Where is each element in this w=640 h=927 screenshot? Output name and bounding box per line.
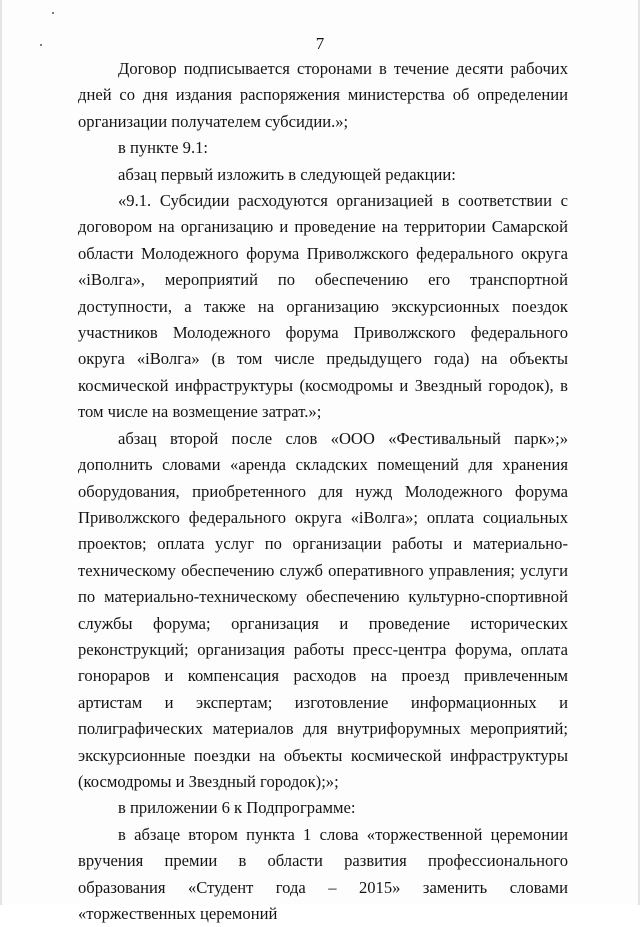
paragraph: «9.1. Субсидии расходуются организацией в соответствии с договором на организацию и проведение на территории Самарской области Молодежного форума Приволжского федерального округа «iВолга», мероприятий по обеспечению его транспортной доступности, а также на организацию экскурсионных поездок участников Молодежного форума Приволжского федерального округа «iВолга» (в том числе предыдущего года) на объекты космической инфраструктуры (космодромы и Звездный городок), в том числе на возмещение затрат.»; [78,191,568,422]
paragraph: Договор подписывается сторонами в течение десяти рабочих дней со дня издания распоряжения министерства об определении организации получателем субсидии.»; [78,59,568,131]
paragraph: абзац первый изложить в следующей редакции: [118,164,456,184]
page-number: 7 [315,34,325,53]
paragraph: в абзаце втором пункта 1 слова «торжественной церемонии вручения премии в области развития профессионального образования «Студент года – 2015» заменить словами «торжественных церемоний [78,824,568,923]
scan-speck [52,12,54,14]
document-body [78,56,568,927]
paragraph: абзац второй после слов «ООО «Фестивальный парк»;» дополнить словами «аренда складских помещений для хранения оборудования, приобретенного для нужд Молодежного форума Приволжского федерального округа «iВолга»; оплата социальных проектов; оплата услуг по организации работы и материально-техническому обеспечению служб оперативного управления; услуги по материально-техническому обеспечению культурно-спортивной службы форума; организация и проведение исторических реконструкций; организация работы пресс-центра форума, оплата гонораров и компенсация расходов на проезд привлеченным артистам и экспертам; изготовление информационных и полиграфических материалов для внутрифорумных мероприятий; экскурсионные поездки на объекты космической инфраструктуры (космодромы и Звездный городок);»; [78,428,568,791]
paragraph: в пункте 9.1: [118,138,209,158]
paragraph: в приложении 6 к Подпрограмме: [118,798,356,818]
scan-edge-left [0,0,2,905]
